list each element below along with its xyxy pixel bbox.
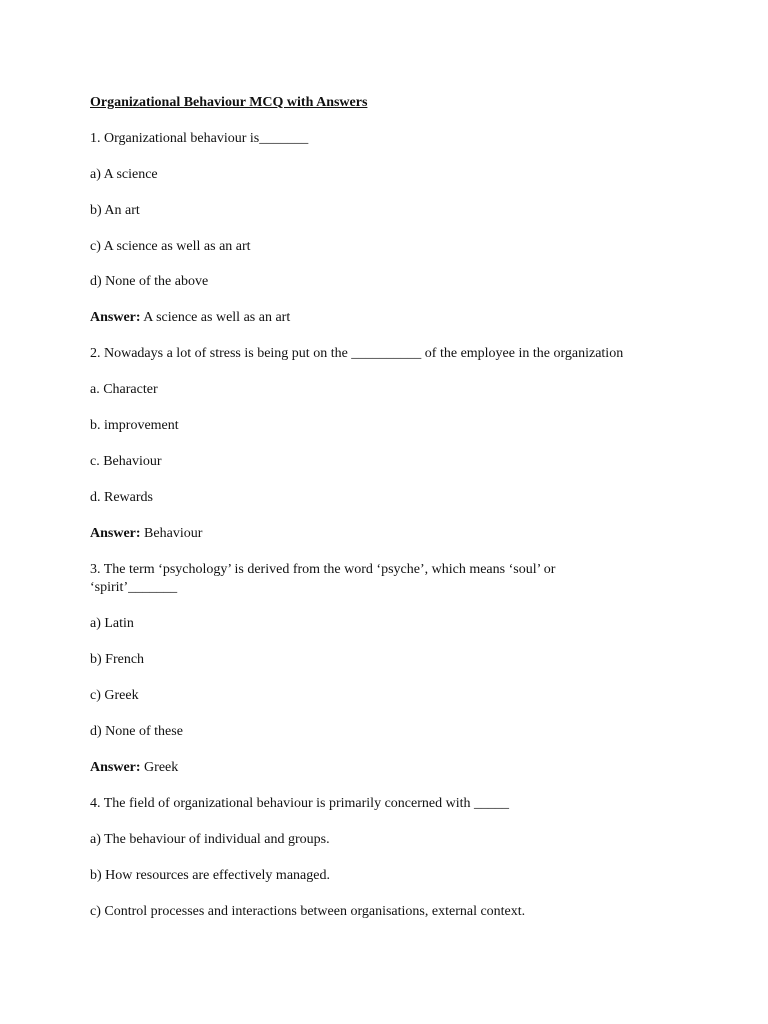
- question-4: 4. The field of organizational behaviour is primarily concerned with _____: [90, 796, 509, 811]
- answer-label: Answer:: [90, 760, 141, 775]
- q2-option-b: b. improvement: [90, 418, 179, 433]
- q2-option-c: c. Behaviour: [90, 454, 162, 469]
- q4-option-a: a) The behaviour of individual and groups.: [90, 832, 330, 847]
- q2-option-a: a. Character: [90, 382, 158, 397]
- q1-answer: [90, 310, 290, 326]
- question-1: 1. Organizational behaviour is_______: [90, 131, 309, 146]
- answer-label: Answer:: [90, 526, 141, 541]
- q3-answer: [90, 760, 178, 776]
- q4-option-c: c) Control processes and interactions between organisations, external context.: [90, 904, 526, 919]
- q3-option-d: d) None of these: [90, 724, 183, 739]
- q3-option-b: b) French: [90, 652, 145, 667]
- answer-text: A science as well as an art: [140, 310, 291, 325]
- q1-option-c: c) A science as well as an art: [90, 239, 251, 254]
- q2-option-d: d. Rewards: [90, 490, 153, 505]
- q3-option-c: c) Greek: [90, 688, 139, 703]
- answer-text: Greek: [140, 760, 179, 775]
- q2-answer: [90, 526, 202, 542]
- document-title: Organizational Behaviour MCQ with Answers: [90, 95, 368, 110]
- q1-option-b: b) An art: [90, 203, 140, 218]
- question-3-line-2: ‘spirit’_______: [90, 580, 178, 595]
- answer-text: Behaviour: [140, 526, 203, 541]
- q1-option-a: a) A science: [90, 167, 158, 182]
- q3-option-a: a) Latin: [90, 616, 134, 631]
- q1-option-d: d) None of the above: [90, 274, 209, 289]
- question-3-line-1: 3. The term ‘psychology’ is derived from the word ‘psyche’, which means ‘soul’ or: [90, 562, 556, 577]
- q4-option-b: b) How resources are effectively managed.: [90, 868, 330, 883]
- answer-label: Answer:: [90, 310, 141, 325]
- question-2: 2. Nowadays a lot of stress is being put on the __________ of the employee in the organization: [90, 346, 624, 361]
